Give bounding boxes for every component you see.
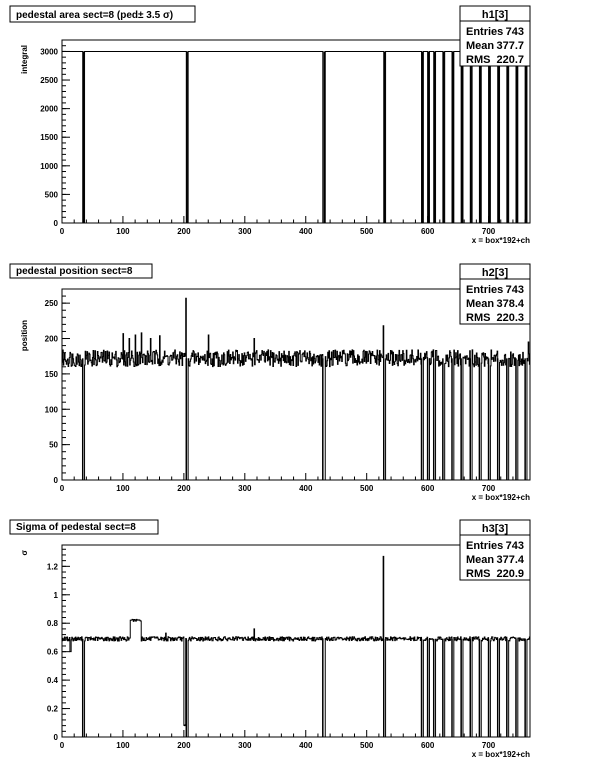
x-tick-label: 300 xyxy=(238,484,252,493)
y-tick-label: 1500 xyxy=(40,133,58,143)
chart-title: pedestal area sect=8 (ped± 3.5 σ) xyxy=(16,10,174,21)
y-axis-label: position xyxy=(20,320,29,352)
stats-rms-value: 220.9 xyxy=(496,568,524,580)
x-tick-label: 200 xyxy=(177,227,191,236)
panel-pedestal-area xyxy=(10,6,530,245)
y-tick-label: 3000 xyxy=(40,47,58,57)
y-tick-label: 0.4 xyxy=(46,676,58,686)
stats-mean-value: 377.4 xyxy=(496,554,524,566)
x-tick-label: 600 xyxy=(420,484,435,493)
x-tick-label: 0 xyxy=(59,227,65,236)
y-tick-label: 100 xyxy=(44,405,58,415)
x-tick-label: 100 xyxy=(116,484,130,493)
stats-name: h3[3] xyxy=(481,523,509,535)
chart-title: Sigma of pedestal sect=8 xyxy=(16,522,136,533)
y-tick-label: 1 xyxy=(53,590,58,600)
y-tick-label: 2000 xyxy=(40,104,58,114)
y-tick-label: 0 xyxy=(53,219,58,228)
y-tick-label: 0 xyxy=(53,476,58,485)
x-tick-label: 500 xyxy=(360,227,374,236)
x-axis-label: x = box*192+ch xyxy=(471,750,530,759)
stats-box xyxy=(460,264,530,324)
x-tick-label: 0 xyxy=(59,741,65,750)
x-tick-label: 600 xyxy=(420,741,435,750)
y-tick-label: 0 xyxy=(53,733,58,742)
x-tick-label: 400 xyxy=(299,741,313,750)
stats-rms-label: RMS xyxy=(466,312,491,324)
x-tick-label: 300 xyxy=(238,741,252,750)
x-tick-label: 200 xyxy=(177,741,191,750)
stats-rms-label: RMS xyxy=(466,54,491,66)
y-tick-label: 50 xyxy=(49,440,58,450)
stats-mean-value: 377.7 xyxy=(496,40,524,52)
x-tick-label: 600 xyxy=(420,227,435,236)
stats-rms-value: 220.3 xyxy=(496,312,524,324)
x-axis-label: x = box*192+ch xyxy=(471,236,530,245)
stats-mean-label: Mean xyxy=(466,554,495,566)
x-tick-label: 700 xyxy=(481,741,496,750)
y-tick-label: 0.8 xyxy=(46,619,58,629)
stats-entries-label: Entries xyxy=(466,540,504,552)
stats-entries-value: 743 xyxy=(505,540,524,552)
panel-pedestal-position xyxy=(10,264,530,502)
x-tick-label: 700 xyxy=(481,227,496,236)
stats-entries-value: 743 xyxy=(505,26,524,38)
stats-mean-value: 378.4 xyxy=(496,298,524,310)
stats-name: h1[3] xyxy=(481,9,509,21)
y-tick-label: 0.6 xyxy=(46,647,58,657)
stats-rms-label: RMS xyxy=(466,568,491,580)
y-tick-label: 150 xyxy=(44,369,58,379)
stats-name: h2[3] xyxy=(481,267,509,279)
stats-entries-label: Entries xyxy=(466,26,504,38)
stats-rms-value: 220.7 xyxy=(496,54,524,66)
stats-entries-label: Entries xyxy=(466,284,504,296)
x-tick-label: 100 xyxy=(116,741,130,750)
x-tick-label: 100 xyxy=(116,227,130,236)
stats-entries-value: 743 xyxy=(505,284,524,296)
stats-box xyxy=(460,520,530,580)
stats-box xyxy=(460,6,530,66)
x-tick-label: 500 xyxy=(360,741,374,750)
y-axis-label: σ xyxy=(20,550,29,556)
x-axis-label: x = box*192+ch xyxy=(471,493,530,502)
x-tick-label: 700 xyxy=(481,484,496,493)
x-tick-label: 400 xyxy=(299,227,313,236)
x-tick-label: 200 xyxy=(177,484,191,493)
panel-pedestal-sigma xyxy=(10,520,530,759)
x-tick-label: 500 xyxy=(360,484,374,493)
y-tick-label: 2500 xyxy=(40,76,58,86)
y-tick-label: 200 xyxy=(44,334,58,344)
stats-mean-label: Mean xyxy=(466,40,495,52)
x-tick-label: 300 xyxy=(238,227,252,236)
stats-mean-label: Mean xyxy=(466,298,495,310)
y-tick-label: 250 xyxy=(44,299,58,309)
plot-frame xyxy=(62,40,530,223)
chart-title: pedestal position sect=8 xyxy=(16,266,133,277)
y-tick-label: 1.2 xyxy=(46,562,58,572)
y-axis-label: integral xyxy=(20,45,29,74)
x-tick-label: 400 xyxy=(299,484,313,493)
y-tick-label: 500 xyxy=(44,190,58,200)
y-tick-label: 1000 xyxy=(40,161,58,171)
y-tick-label: 0.2 xyxy=(46,704,58,714)
x-tick-label: 0 xyxy=(59,484,65,493)
